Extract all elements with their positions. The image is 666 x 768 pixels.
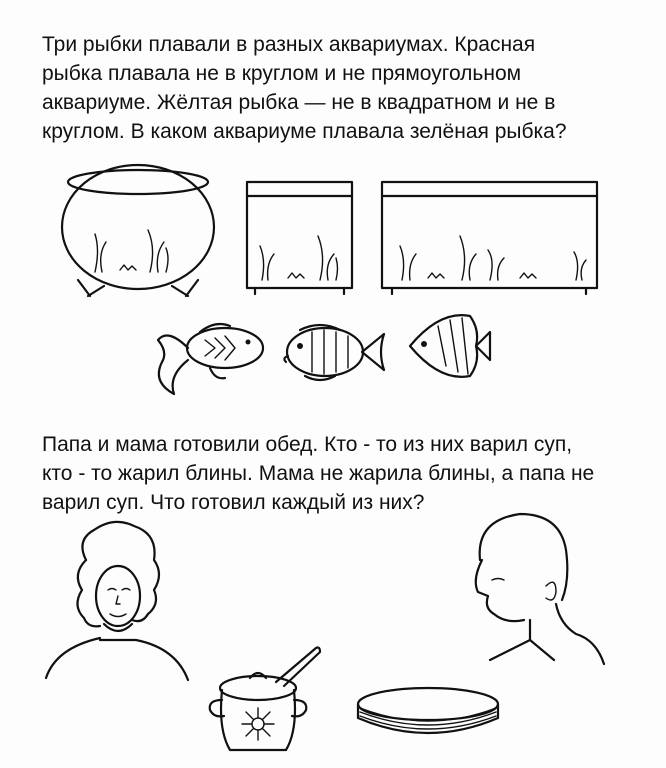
father-illustration: [476, 514, 604, 664]
mother-illustration: [46, 522, 188, 680]
rectangular-aquarium-illustration: [382, 182, 597, 294]
task2-line-1: Папа и мама готовили обед. Кто - то из них варил суп,: [42, 433, 573, 456]
task2-line-2: кто - то жарил блины. Мама не жарила блины, а папа не: [42, 462, 595, 485]
striped-fish-illustration: [284, 325, 384, 380]
task1-line-4: круглом. В каком аквариуме плавала зелёная рыбка?: [42, 120, 567, 143]
round-aquarium-illustration: [62, 165, 214, 296]
square-aquarium-illustration: [247, 182, 352, 294]
task-cooking-text: [14, 430, 644, 517]
task1-line-3: аквариуме. Жёлтая рыбка — не в квадратном и не в: [42, 91, 556, 114]
goldfish-illustration: [158, 324, 263, 394]
angelfish-illustration: [410, 315, 490, 377]
pancakes-stack-illustration: [358, 688, 498, 733]
task2-line-3: варил суп. Что готовил каждый из них?: [42, 491, 425, 514]
task1-line-2: рыбка плавала не в круглом и не прямоугольном: [42, 62, 522, 85]
soup-pot-illustration: [210, 648, 320, 751]
task1-line-1: Три рыбки плавали в разных аквариумах. Красная: [42, 33, 536, 56]
